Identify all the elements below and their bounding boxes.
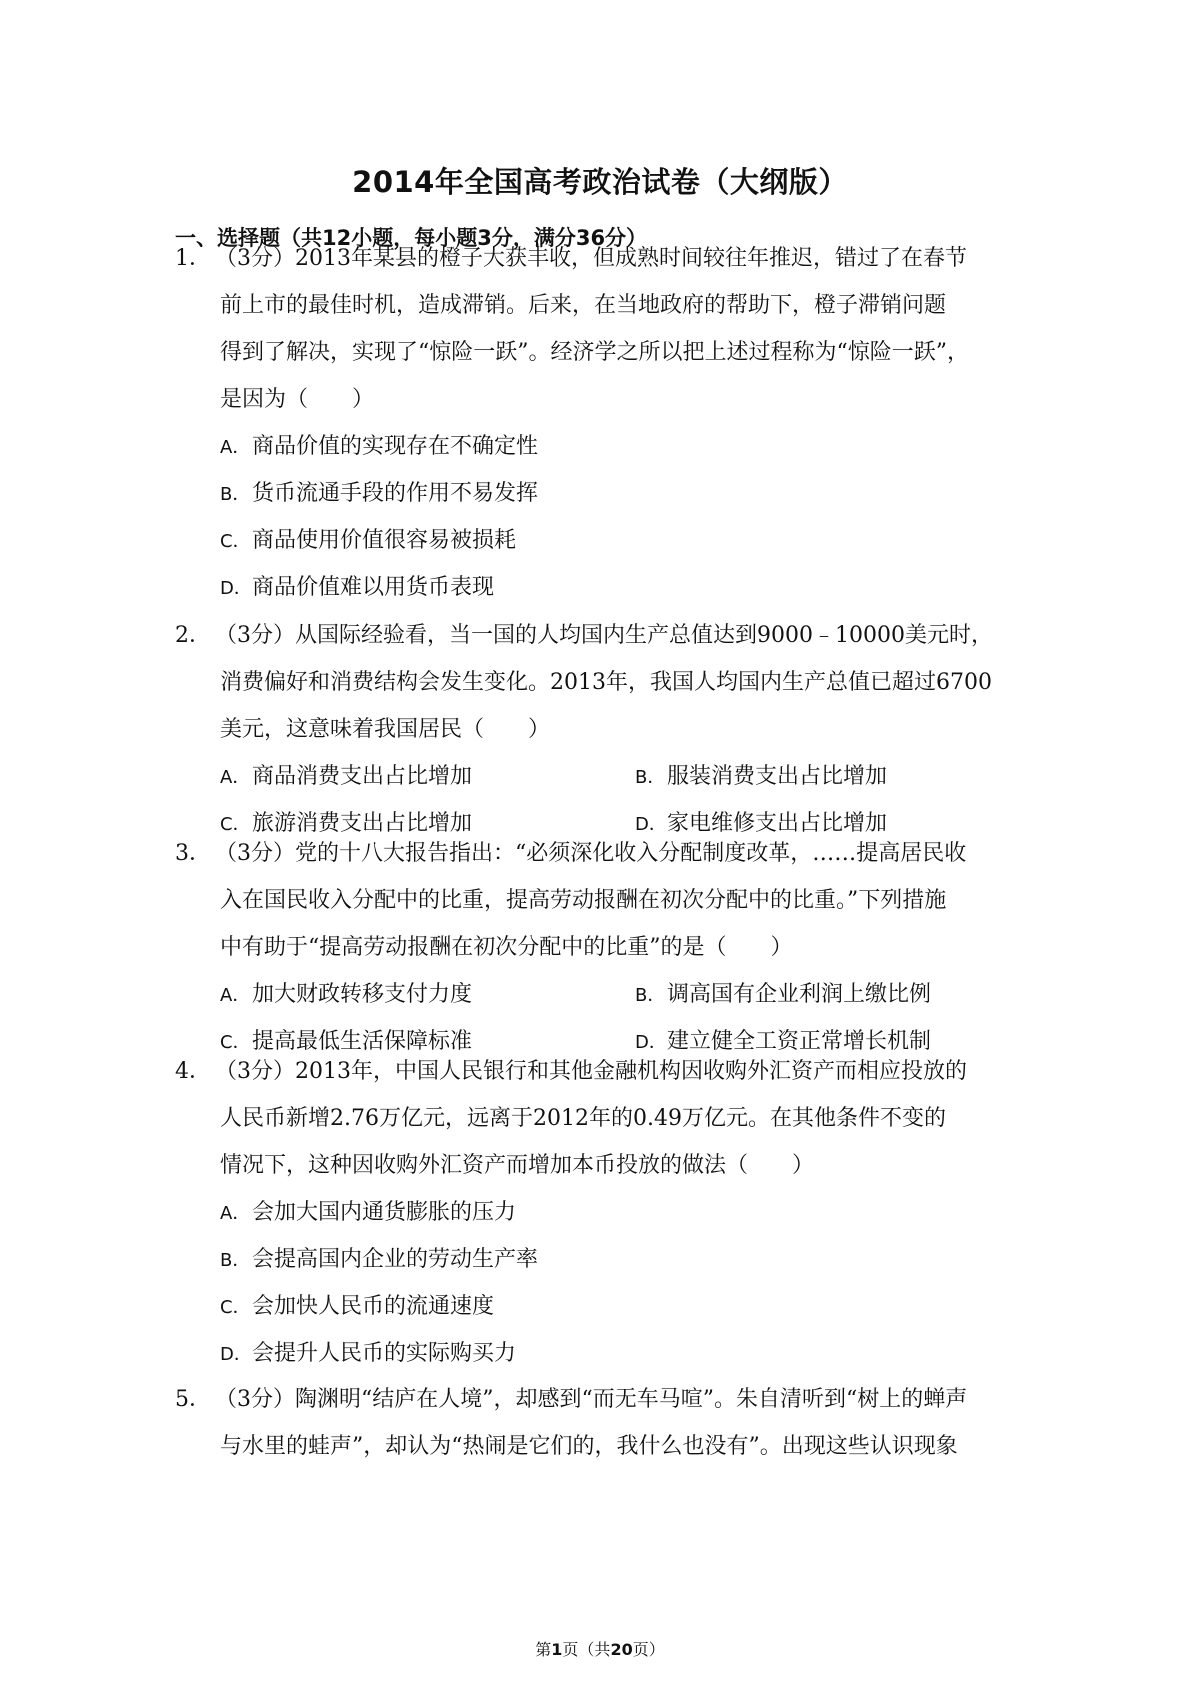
question-line: 情况下，这种因收购外汇资产而增加本币投放的做法（ ） <box>220 1153 815 1178</box>
section-heading: 一、选择题（共12小题，每小题3分，满分36分） <box>175 226 648 250</box>
option-text: 加大财政转移支付力度 <box>252 982 473 1007</box>
option-label: C． <box>220 814 251 835</box>
question-line: 消费偏好和消费结构会发生变化。2013年，我国人均国内生产总值已超过6700 <box>220 670 992 695</box>
question-number: 2． <box>175 623 211 648</box>
footer-page-number: 1 <box>551 1640 563 1659</box>
option-label: C． <box>220 531 251 552</box>
question-stem: （3分）党的十八大报告指出：“必须深化收入分配制度改革，……提高居民收 <box>215 841 967 866</box>
option-label: D． <box>220 578 252 599</box>
question-line: 得到了解决，实现了“惊险一跃”。经济学之所以把上述过程称为“惊险一跃”， <box>220 340 969 365</box>
page-footer <box>0 1637 1200 1660</box>
option-text: 家电维修支出占比增加 <box>667 811 888 836</box>
option-label: C． <box>220 1297 251 1318</box>
question-line <box>175 235 1035 282</box>
option-text: 商品使用价值很容易被损耗 <box>252 528 517 553</box>
option-text: 货币流通手段的作用不易发挥 <box>252 481 539 506</box>
option-text: 建立健全工资正常增长机制 <box>667 1029 932 1054</box>
option-text: 商品价值难以用货币表现 <box>252 575 495 600</box>
option-text: 会加大国内通货膨胀的压力 <box>252 1200 517 1225</box>
option-b[interactable] <box>175 470 1035 517</box>
option-text: 提高最低生活保障标准 <box>252 1029 473 1054</box>
option-label: A． <box>220 767 251 788</box>
option-label: A． <box>220 985 251 1006</box>
option-label: D． <box>635 1032 667 1053</box>
option-b[interactable] <box>175 1236 1035 1283</box>
option-text: 会提升人民币的实际购买力 <box>252 1341 517 1366</box>
option-b[interactable] <box>635 971 931 1019</box>
option-d[interactable] <box>175 564 1035 611</box>
question-stem: （3分）2013年，中国人民银行和其他金融机构因收购外汇资产而相应投放的 <box>215 1059 967 1084</box>
question-1 <box>175 235 1035 611</box>
option-label: D． <box>220 1344 252 1365</box>
option-text: 商品消费支出占比增加 <box>252 764 473 789</box>
option-row <box>175 971 1035 1018</box>
option-a[interactable] <box>175 1189 1035 1236</box>
option-label: B． <box>635 767 666 788</box>
question-line: 人民币新增2.76万亿元，远离于2012年的0.49万亿元。在其他条件不变的 <box>220 1106 946 1131</box>
option-label: B． <box>635 985 666 1006</box>
footer-prefix: 第 <box>535 1640 552 1659</box>
option-c[interactable] <box>175 517 1035 564</box>
question-number: 4． <box>175 1059 211 1084</box>
question-line: 前上市的最佳时机，造成滞销。后来，在当地政府的帮助下，橙子滞销问题 <box>220 293 947 318</box>
footer-middle: 页（共 <box>562 1640 611 1659</box>
footer-suffix: 页） <box>632 1640 665 1659</box>
option-b[interactable] <box>635 753 887 801</box>
question-line <box>175 1048 1035 1095</box>
question-line <box>175 612 1035 659</box>
question-line: 是因为（ ） <box>220 387 375 412</box>
question-5 <box>175 1376 1035 1470</box>
option-c[interactable] <box>175 1283 1035 1330</box>
question-stem: （3分）陶渊明“结庐在人境”，却感到“而无车马喧”。朱自清听到“树上的蝉声 <box>215 1387 968 1412</box>
option-a[interactable] <box>220 753 472 801</box>
option-text: 会提高国内企业的劳动生产率 <box>252 1247 539 1272</box>
option-text: 商品价值的实现存在不确定性 <box>252 434 539 459</box>
question-number: 5． <box>175 1387 211 1412</box>
question-line <box>175 830 1035 877</box>
question-3 <box>175 830 1035 1065</box>
option-a[interactable] <box>220 971 472 1019</box>
option-row <box>175 753 1035 800</box>
option-text: 调高国有企业利润上缴比例 <box>667 982 932 1007</box>
question-number: 1． <box>175 246 211 271</box>
question-4 <box>175 1048 1035 1377</box>
option-text: 旅游消费支出占比增加 <box>252 811 473 836</box>
option-text: 会加快人民币的流通速度 <box>252 1294 495 1319</box>
question-line: 与水里的蛙声”，却认为“热闹是它们的，我什么也没有”。出现这些认识现象 <box>220 1434 958 1459</box>
question-line <box>175 1376 1035 1423</box>
question-2 <box>175 612 1035 847</box>
option-label: B． <box>220 1250 251 1271</box>
option-a[interactable] <box>175 423 1035 470</box>
option-label: A． <box>220 437 251 458</box>
option-label: B． <box>220 484 251 505</box>
option-text: 服装消费支出占比增加 <box>667 764 888 789</box>
footer-total-pages: 20 <box>610 1640 633 1659</box>
question-line: 中有助于“提高劳动报酬在初次分配中的比重”的是（ ） <box>220 935 793 960</box>
option-d[interactable] <box>175 1330 1035 1377</box>
option-label: A． <box>220 1203 251 1224</box>
option-label: C． <box>220 1032 251 1053</box>
page-title: 2014年全国高考政治试卷（大纲版） <box>352 165 848 199</box>
question-stem: （3分）从国际经验看，当一国的人均国内生产总值达到9000﹣10000美元时， <box>215 623 993 648</box>
option-label: D． <box>635 814 667 835</box>
question-stem: （3分）2013年某县的橙子大获丰收，但成熟时间较往年推迟，错过了在春节 <box>215 246 967 271</box>
question-number: 3． <box>175 841 211 866</box>
question-line: 入在国民收入分配中的比重，提高劳动报酬在初次分配中的比重。”下列措施 <box>220 888 947 913</box>
question-line: 美元，这意味着我国居民（ ） <box>220 717 551 742</box>
